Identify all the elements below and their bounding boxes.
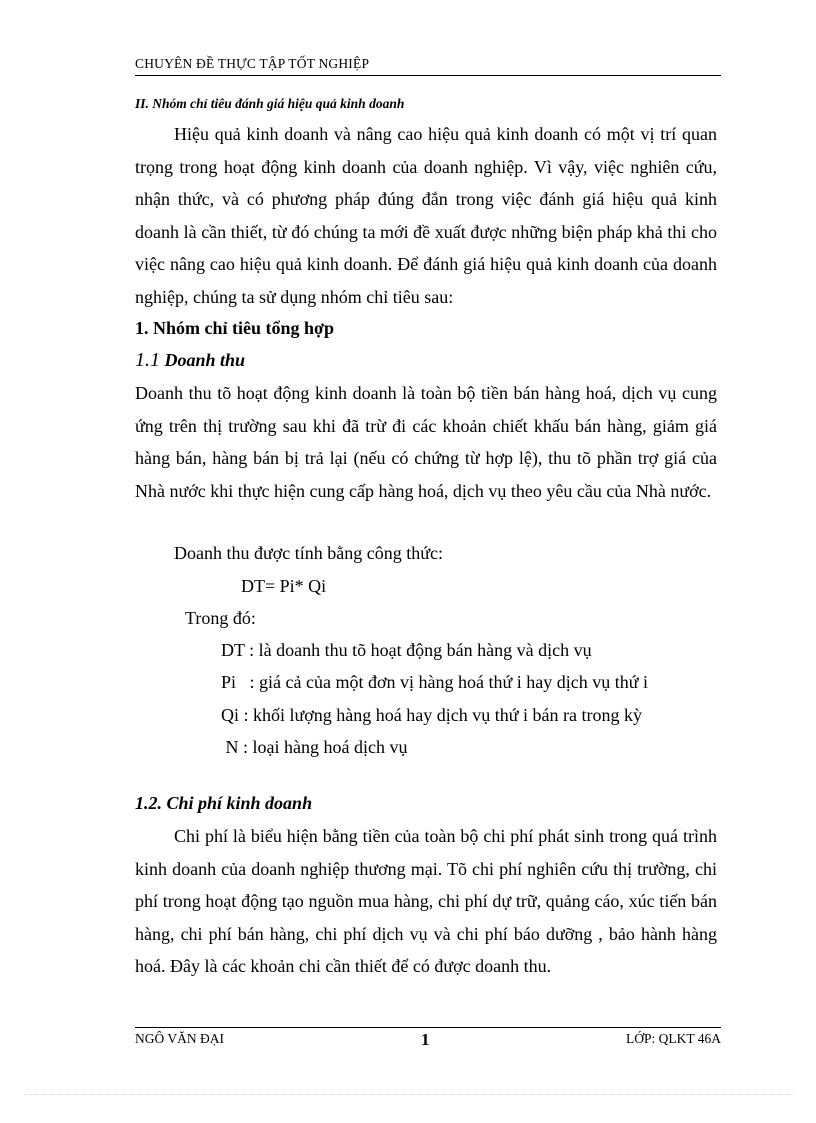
definition-item: DT : là doanh thu tõ hoạt động bán hàng và dịch vụ [221,640,592,660]
where-label: Trong đó: [185,608,256,628]
heading-summary-indicators: 1. Nhóm chỉ tiêu tổng hợp [135,318,334,338]
heading-revenue-title: Doanh thu [164,350,246,370]
section-title: II. Nhóm chỉ tiêu đánh giá hiệu quả kinh doanh [135,96,405,111]
heading-revenue [135,349,245,372]
definition-item: Pi : giá cả của một đơn vị hàng hoá thứ i hay dịch vụ thứ i [221,672,648,692]
cost-paragraph: Chi phí là biểu hiện bằng tiền của toàn bộ chi phí phát sinh trong quá trình kinh doanh của doanh nghiệp thương mại. Tõ chi phí nghiên cứu thị trường, chi phí trong hoạt động tạo nguồn mua hàng, chi phí dự trữ, quảng cáo, xúc tiến bán hàng, chi phí bán hàng, chi phí dịch vụ và chi phí báo dưỡng , bảo hành hàng hoá. Đây là các khoản chi cần thiết để có được doanh thu. [135,826,717,977]
heading-revenue-number: 1.1 [135,349,160,371]
definition-item: N : loại hàng hoá dịch vụ [221,737,408,757]
page-number: 1 [421,1030,430,1049]
revenue-paragraph: Doanh thu tõ hoạt động kinh doanh là toàn bộ tiền bán hàng hoá, dịch vụ cung ứng trên thị trường sau khi đã trừ đi các khoản chiết khấu bán hàng, giảm giá hàng bán, hàng bán bị trả lại (nếu có chứng từ hợp lệ), thu tõ phần trợ giá của Nhà nước khi thực hiện cung cấp hàng hoá, dịch vụ theo yêu cầu của Nhà nước. [135,383,717,501]
header-divider [135,75,721,76]
footer-author: NGÔ VĂN ĐẠI [135,1031,224,1046]
intro-paragraph: Hiệu quả kinh doanh và nâng cao hiệu quả kinh doanh có một vị trí quan trọng trong hoạt động kinh doanh của doanh nghiệp. Vì vậy, việc nghiên cứu, nhận thức, và có phương pháp đúng đắn trong việc đánh giá hiệu quả kinh doanh là cần thiết, từ đó chúng ta mới đề xuất được những biện pháp khả thi cho việc nâng cao hiệu quả kinh doanh. Để đánh giá hiệu quả kinh doanh của doanh nghiệp, chúng ta sử dụng nhóm chỉ tiêu sau: [135,124,717,307]
formula-intro: Doanh thu được tính bằng công thức: [174,543,443,563]
page-edge-divider [24,1094,794,1095]
definition-item: Qi : khối lượng hàng hoá hay dịch vụ thứ i bán ra trong kỳ [221,705,642,725]
footer-class: LỚP: QLKT 46A [625,1031,721,1046]
formula: DT= Pi* Qi [241,576,327,596]
heading-business-cost: 1.2. Chi phí kinh doanh [135,793,313,813]
footer-divider [135,1027,721,1028]
page-header: CHUYÊN ĐỀ THỰC TẬP TỐT NGHIỆP [135,56,370,71]
